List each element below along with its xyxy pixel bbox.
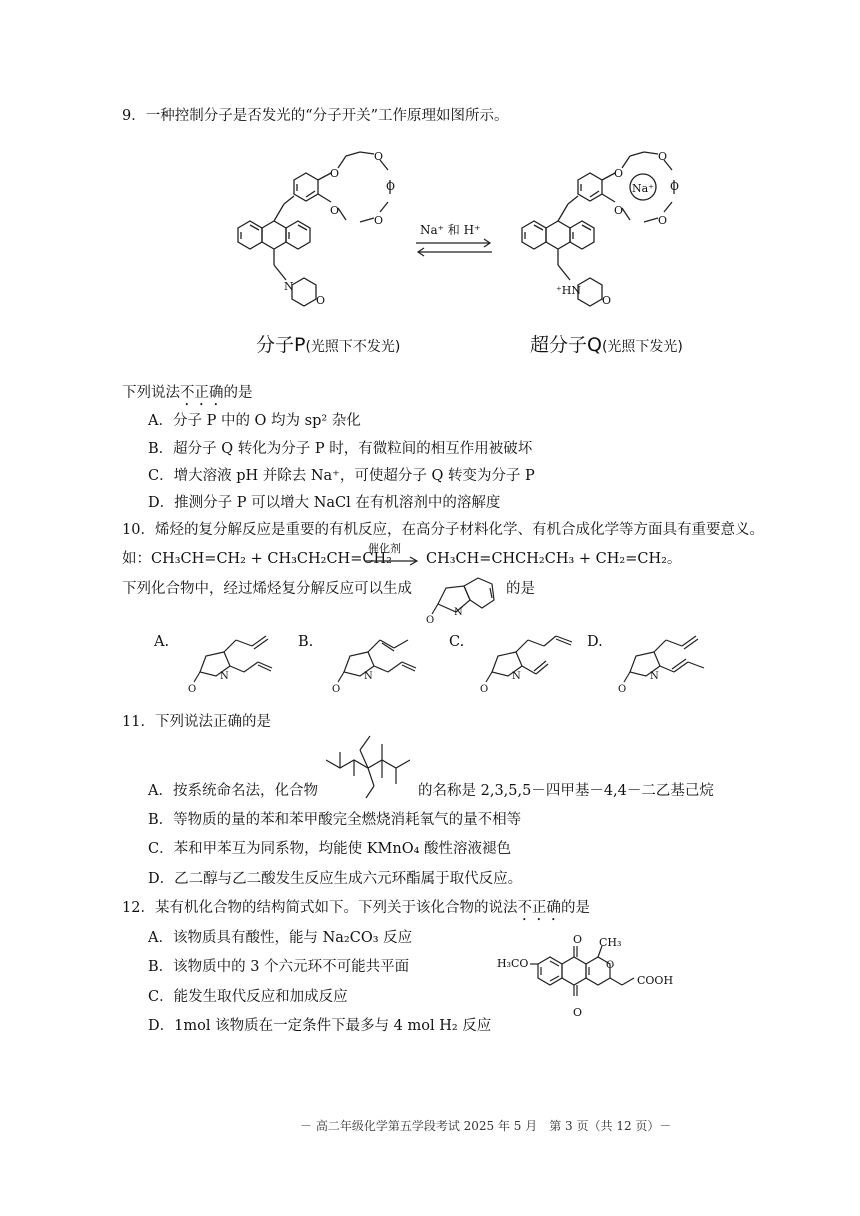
equilibrium-arrows [414, 238, 494, 258]
q10-choice-a-structure [186, 632, 286, 694]
svg-text:O: O [386, 180, 396, 193]
svg-text:O: O [658, 214, 668, 227]
q10-prompt-pre: 下列化合物中，经过烯烃复分解反应可以生成 [122, 581, 412, 597]
svg-text:O: O [602, 294, 612, 307]
q10-prompt-post: 的是 [506, 581, 535, 597]
svg-text:O: O [480, 684, 489, 695]
svg-text:O: O [188, 684, 197, 695]
q12-stem-post: 的是 [560, 900, 590, 916]
svg-text:O: O [614, 204, 624, 217]
supramolecule-q-structure [512, 140, 702, 320]
svg-text:O: O [614, 167, 624, 180]
q10-example-left: 如：CH₃CH=CH₂ + CH₃CH₂CH=CH₂ [122, 551, 392, 567]
q11-option-c: C．苯和甲苯互为同系物，均能使 KMnO₄ 酸性溶液褪色 [148, 841, 512, 857]
q-hn-label: ⁺HN [556, 284, 582, 297]
q9-option-b: B．超分子 Q 转化为分子 P 时，有微粒间的相互作用被破坏 [148, 441, 533, 457]
q10-stem: 10．烯烃的复分解反应是重要的有机反应，在高分子材料化学、有机合成化学等方面具有重要意义。 [122, 522, 764, 538]
label-supramolecule-q [530, 330, 683, 357]
q12-carbonyl-top-label: O [573, 933, 583, 946]
q10-example-right: CH₃CH=CHCH₂CH₃ + CH₂=CH₂。 [426, 551, 682, 567]
label-p-main: 分子P [256, 334, 306, 356]
q10-reaction-arrow [364, 556, 420, 566]
q10-choice-a-letter: A. [154, 634, 170, 650]
q12-option-a: A．该物质具有酸性，能与 Na₂CO₃ 反应 [148, 930, 413, 946]
q9-prompt-emphasis: 不正确 [180, 385, 224, 401]
q9-option-a: A．分子 P 中的 O 均为 sp² 杂化 [148, 413, 361, 429]
q12-carbonyl-bottom-label: O [573, 1006, 583, 1019]
q10-choice-d-structure [616, 632, 716, 694]
q10-catalyst-label: 催化剂 [368, 542, 401, 555]
q9-prompt [122, 381, 253, 409]
q11-option-d: D．乙二醇与乙二酸发生反应生成六元环酯属于取代反应。 [148, 871, 523, 887]
q12-stem-emphasis: 不正确 [517, 900, 561, 916]
label-molecule-p [256, 330, 400, 357]
label-q-main: 超分子Q [530, 334, 602, 356]
svg-text:N: N [364, 671, 373, 682]
q10-choice-c-structure [478, 632, 582, 694]
q11-stem: 11．下列说法正确的是 [122, 714, 271, 730]
molecule-p-structure [228, 140, 418, 320]
q11-alkane-skeleton [322, 730, 416, 800]
q12-stem [122, 896, 590, 924]
q12-stem-pre: 12．某有机化合物的结构简式如下。下列关于该化合物的说法 [122, 900, 518, 916]
q11-option-a-post: 的名称是 2,3,5,5－四甲基－4,4－二乙基己烷 [418, 783, 714, 799]
q-sodium-label: Na⁺ [632, 182, 654, 195]
q9-option-d: D．推测分子 P 可以增大 NaCl 在有机溶剂中的溶解度 [148, 495, 501, 511]
svg-text:O: O [670, 180, 680, 193]
svg-text:O: O [374, 214, 384, 227]
svg-text:O: O [618, 684, 627, 695]
svg-text:N: N [454, 607, 463, 618]
svg-text:O: O [606, 960, 615, 971]
label-p-note: (光照下不发光) [305, 339, 401, 355]
page-footer: － 高二年级化学第五学段考试 2025 年 5 月 第 3 页（共 12 页）－ [300, 1119, 672, 1133]
q10-target-bicyclic-structure [424, 570, 500, 626]
svg-text:O: O [332, 684, 341, 695]
q9-stem: 9．一种控制分子是否发光的“分子开关”工作原理如图所示。 [122, 108, 509, 124]
q12-option-d: D．1mol 该物质在一定条件下最多与 4 mol H₂ 反应 [148, 1018, 492, 1034]
q12-methyl-label: CH₃ [599, 936, 622, 949]
svg-text:O: O [658, 150, 668, 163]
q11-option-b: B．等物质的量的苯和苯甲酸完全燃烧消耗氧气的量不相等 [148, 812, 522, 828]
q10-choice-c-letter: C. [449, 634, 465, 650]
q12-option-b: B．该物质中的 3 个六元环不可能共平面 [148, 959, 410, 975]
svg-text:O: O [330, 167, 340, 180]
svg-text:N: N [512, 671, 521, 682]
q10-choice-b-letter: B. [298, 634, 314, 650]
svg-text:N: N [220, 671, 229, 682]
svg-text:O: O [330, 204, 340, 217]
q12-methoxy-label: H₃CO [497, 957, 529, 970]
svg-text:N: N [650, 671, 659, 682]
q12-carboxyl-label: COOH [637, 974, 674, 987]
svg-text:O: O [316, 294, 326, 307]
q9-option-c: C．增大溶液 pH 并除去 Na⁺，可使超分子 Q 转变为分子 P [148, 468, 535, 484]
q9-prompt-post: 的是 [223, 385, 253, 401]
svg-text:N: N [284, 280, 294, 293]
q11-option-a-pre: A．按系统命名法，化合物 [148, 783, 318, 799]
label-q-note: (光照下发光) [601, 339, 683, 355]
svg-text:O: O [426, 615, 435, 626]
q12-option-c: C．能发生取代反应和加成反应 [148, 989, 348, 1005]
q10-choice-d-letter: D. [587, 634, 603, 650]
svg-text:O: O [374, 150, 384, 163]
q10-choice-b-structure [330, 632, 430, 694]
q9-arrow-label: Na⁺ 和 H⁺ [420, 223, 481, 237]
q9-prompt-pre: 下列说法 [122, 385, 180, 401]
